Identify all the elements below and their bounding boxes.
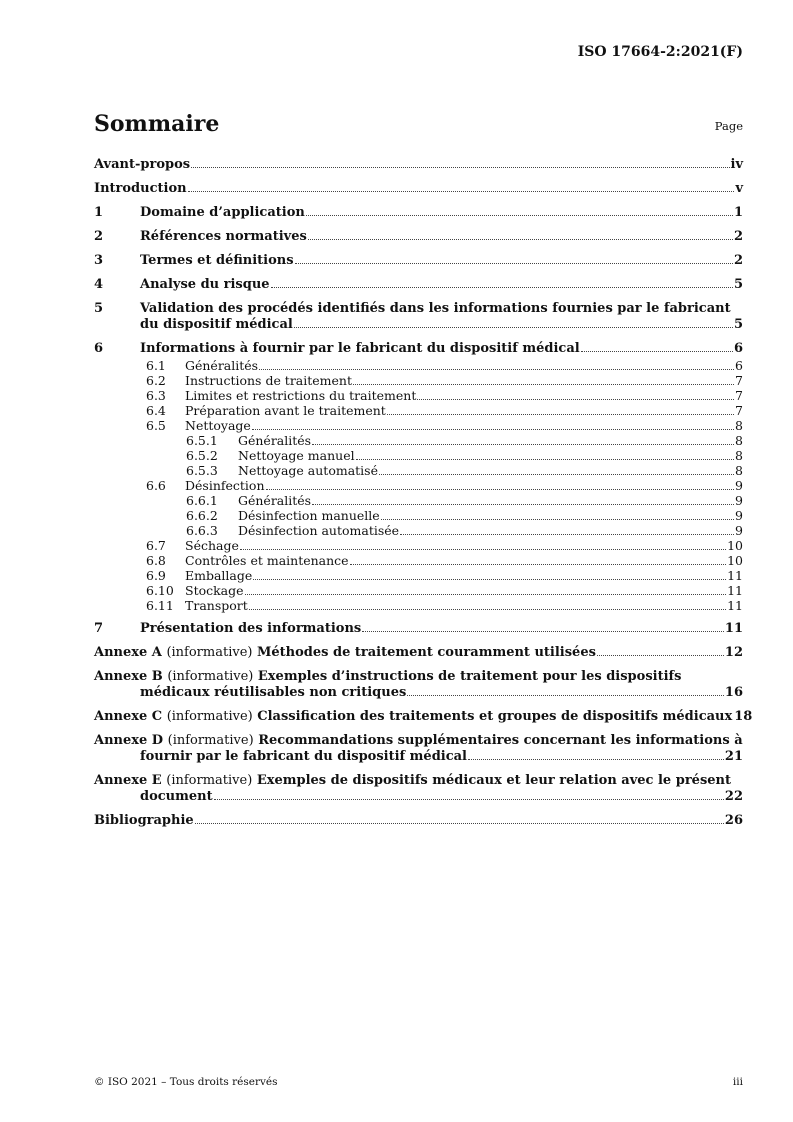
toc-entry-page: 18 [734,709,753,724]
toc-entry-label: Transport [185,598,248,613]
toc-entry-4[interactable] [94,277,743,293]
toc-entry-number: 1 [94,205,104,220]
toc-entry-page: 11 [727,583,743,598]
toc-entry-label: Généralités [185,358,259,373]
toc-entry-page: 2 [733,229,743,244]
toc-entry-label: médicaux réutilisables non critiques [140,685,407,700]
toc-entry-6-1[interactable] [94,358,743,373]
toc-entry-page: 11 [727,598,743,613]
toc-entry-7[interactable] [94,621,743,637]
toc-entry-label: Analyse du risque [140,277,270,292]
toc-entry-page: 5 [733,277,743,292]
toc-entry-number: 6.1 [146,358,166,373]
toc-entry-page: 8 [735,433,743,448]
toc-entry-label: fournir par le fabricant du dispositif médical [140,749,467,764]
toc-entry-number: 6.4 [146,403,166,418]
document-id: ISO 17664-2:2021(F) [577,44,743,60]
toc-entry-6-6[interactable] [94,478,743,493]
toc-entry-number: 7 [94,621,104,636]
toc-entry-page: 9 [735,508,743,523]
toc-entry-label: Nettoyage automatisé [238,463,378,478]
toc-entry-6-5-1[interactable] [94,433,743,448]
toc-entry-page: 22 [724,789,743,804]
toc-entry-page: 6 [735,358,743,373]
toc-entry-page: 7 [735,403,743,418]
toc-entry-6-2[interactable] [94,373,743,388]
toc-title: Sommaire [94,111,220,137]
toc-entry-page: 10 [727,553,743,568]
toc-entry-label: Préparation avant le traitement [185,403,386,418]
toc-entry-number: 6.6.1 [186,493,218,508]
toc-entry-label: Stockage [185,583,244,598]
toc-entry-label: Nettoyage manuel [238,448,355,463]
toc-entry-6-6-2[interactable] [94,508,743,523]
toc-entry-6-7[interactable] [94,538,743,553]
toc-subsection-list [94,358,743,613]
toc-entry-label: du dispositif médical [140,317,293,332]
toc-entry-annex-a[interactable] [94,645,743,661]
annex-prefix: Annexe B [94,669,163,684]
toc-entry-page: 10 [727,538,743,553]
toc-entry-page: 7 [735,373,743,388]
toc-entry-number: 6.6.3 [186,523,218,538]
toc-entry-page: 8 [735,448,743,463]
toc-entry-5[interactable] [94,301,743,333]
toc-entry-6-6-3[interactable] [94,523,743,538]
toc-entry-label: Nettoyage [185,418,251,433]
toc-entry-label: Présentation des informations [140,621,362,636]
toc-entry-page: 2 [733,253,743,268]
toc-entry-3[interactable] [94,253,743,269]
toc-entry-bibliography[interactable] [94,813,743,829]
toc-entry-number: 6.3 [146,388,166,403]
annex-prefix: Annexe E [94,773,162,788]
toc-entry-annex-c[interactable] [94,709,753,725]
toc-entry-page: 12 [724,645,743,660]
toc-entry-number: 6.5.1 [186,433,218,448]
annex-type: (informative) [167,733,254,748]
toc-entry-page: 8 [735,418,743,433]
toc-entry-6-9[interactable] [94,568,743,583]
toc-entry-label: Désinfection manuelle [238,508,380,523]
toc-entry-number: 6.5 [146,418,166,433]
toc-entry-label: Contrôles et maintenance [185,553,349,568]
toc-entry-label: Informations à fournir par le fabricant du dispositif médical [140,341,580,356]
toc-entry-page: 9 [735,478,743,493]
toc-entry-number: 6.6 [146,478,166,493]
toc-entry-page: 11 [727,568,743,583]
toc-entry-number: 6.8 [146,553,166,568]
toc-entry-page: v [735,181,743,196]
toc-entry-2[interactable] [94,229,743,245]
toc-entry-label: Généralités [238,493,312,508]
toc-entry-label: Recommandations supplémentaires concernant les informations à [258,733,743,748]
toc-entry-label: Classification des traitements et groupes de dispositifs médicaux [257,709,733,724]
toc-entry-6-5[interactable] [94,418,743,433]
toc-entry-6-10[interactable] [94,583,743,598]
annex-type: (informative) [166,773,253,788]
toc-entry-label: Domaine d’application [140,205,305,220]
toc-entry-number: 6.6.2 [186,508,218,523]
toc-entry-label: Références normatives [140,229,307,244]
toc-entry-introduction[interactable] [94,181,743,197]
toc-entry-label: Emballage [185,568,253,583]
toc-entry-label: Exemples de dispositifs médicaux et leur relation avec le présent [256,773,731,788]
toc-entry-6-5-3[interactable] [94,463,743,478]
toc-entry-label: Validation des procédés identifiés dans les informations fournies par le fabricant [140,301,731,316]
toc-entry-6-11[interactable] [94,598,743,613]
toc-entry-page: 26 [724,813,743,828]
toc-entry-6-6-1[interactable] [94,493,743,508]
footer-page-number: iii [732,1076,743,1088]
toc-entry-number: 2 [94,229,104,244]
annex-prefix: Annexe A [94,645,162,660]
toc-entry-number: 6.5.3 [186,463,218,478]
toc-entry-label: Instructions de traitement [185,373,353,388]
toc-entry-label: Termes et définitions [140,253,294,268]
toc-entry-number: 6.11 [146,598,174,613]
toc-entry-foreword[interactable] [94,157,743,173]
toc-entry-label: Généralités [238,433,312,448]
toc-entry-label: Désinfection [185,478,265,493]
toc-entry-number: 6.2 [146,373,166,388]
table-of-contents [94,151,753,829]
toc-entry-label: Bibliographie [94,813,194,828]
toc-entry-label: Avant-propos [94,157,191,172]
toc-entry-number: 3 [94,253,104,268]
toc-entry-label: document [140,789,213,804]
annex-type: (informative) [167,669,254,684]
toc-entry-number: 6.7 [146,538,166,553]
toc-entry-number: 6.5.2 [186,448,218,463]
toc-entry-page: 6 [733,341,743,356]
annex-prefix: Annexe C [94,709,163,724]
page-column-label: Page [714,119,743,133]
toc-entry-annex-d[interactable] [94,733,743,765]
toc-entry-label: Séchage [185,538,239,553]
toc-entry-number: 4 [94,277,104,292]
toc-entry-number: 6.9 [146,568,166,583]
toc-entry-label: Méthodes de traitement couramment utilisées [257,645,596,660]
toc-entry-number: 6.10 [146,583,174,598]
toc-entry-page: 7 [735,388,743,403]
toc-entry-6-3[interactable] [94,388,743,403]
annex-type: (informative) [166,709,253,724]
toc-entry-label: Exemples d’instructions de traitement pour les dispositifs [257,669,682,684]
toc-entry-page: 8 [735,463,743,478]
toc-entry-label: Introduction [94,181,187,196]
toc-entry-6[interactable] [94,341,743,357]
toc-entry-page: 11 [724,621,743,636]
annex-prefix: Annexe D [94,733,164,748]
toc-entry-page: 9 [735,523,743,538]
toc-entry-label: Désinfection automatisée [238,523,400,538]
toc-entry-page: iv [730,157,743,172]
toc-entry-6-4[interactable] [94,403,743,418]
toc-entry-annex-e[interactable] [94,773,743,805]
toc-entry-1[interactable] [94,205,743,221]
toc-entry-6-8[interactable] [94,553,743,568]
toc-entry-number: 5 [94,301,104,316]
toc-entry-annex-b[interactable] [94,669,743,701]
toc-entry-page: 5 [733,317,743,332]
toc-entry-page: 16 [724,685,743,700]
toc-entry-page: 9 [735,493,743,508]
footer-copyright: © ISO 2021 – Tous droits réservés [94,1076,278,1088]
annex-type: (informative) [166,645,253,660]
toc-entry-number: 6 [94,341,104,356]
toc-entry-label: Limites et restrictions du traitement [185,388,417,403]
toc-entry-page: 1 [733,205,743,220]
toc-entry-page: 21 [724,749,743,764]
toc-entry-6-5-2[interactable] [94,448,743,463]
